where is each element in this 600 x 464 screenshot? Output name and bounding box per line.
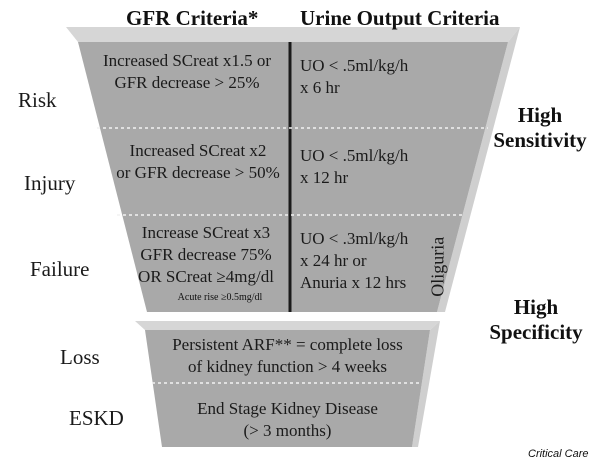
outcome-funnel-rim — [135, 321, 440, 330]
stage-risk-label: Risk — [18, 88, 57, 112]
stage-failure-label: Failure — [30, 257, 90, 281]
eskd-criteria: End Stage Kidney Disease (> 3 months) — [197, 399, 378, 441]
urine-criteria-header: Urine Output Criteria — [300, 6, 500, 30]
oliguria-label: Oliguria — [427, 236, 448, 297]
stage-injury-label: Injury — [24, 171, 76, 195]
gfr-failure-note: Acute rise ≥0.5mg/dl — [177, 292, 263, 303]
urine-injury-criteria: UO < .5ml/kg/h x 12 hr — [300, 146, 409, 188]
high-sensitivity-label: High Sensitivity — [493, 103, 587, 152]
urine-failure-criteria: UO < .3ml/kg/h x 24 hr or Anuria x 12 hrs — [300, 229, 409, 293]
gfr-failure-criteria: Increase SCreat x3 GFR decrease 75% OR SCreat ≥4mg/dl — [138, 223, 274, 287]
gfr-criteria-header: GFR Criteria* — [126, 6, 259, 30]
stage-loss-label: Loss — [60, 345, 100, 369]
source-credit: Critical Care — [528, 448, 589, 460]
gfr-risk-criteria: Increased SCreat x1.5 or GFR decrease > 25% — [102, 51, 272, 93]
gfr-injury-criteria: Increased SCreat x2 or GFR decrease > 50% — [116, 141, 280, 183]
stage-eskd-label: ESKD — [69, 406, 124, 430]
loss-criteria: Persistent ARF** = complete loss of kidney function > 4 weeks — [172, 335, 403, 377]
urine-risk-criteria: UO < .5ml/kg/h x 6 hr — [300, 56, 409, 98]
high-specificity-label: High Specificity — [489, 295, 583, 344]
